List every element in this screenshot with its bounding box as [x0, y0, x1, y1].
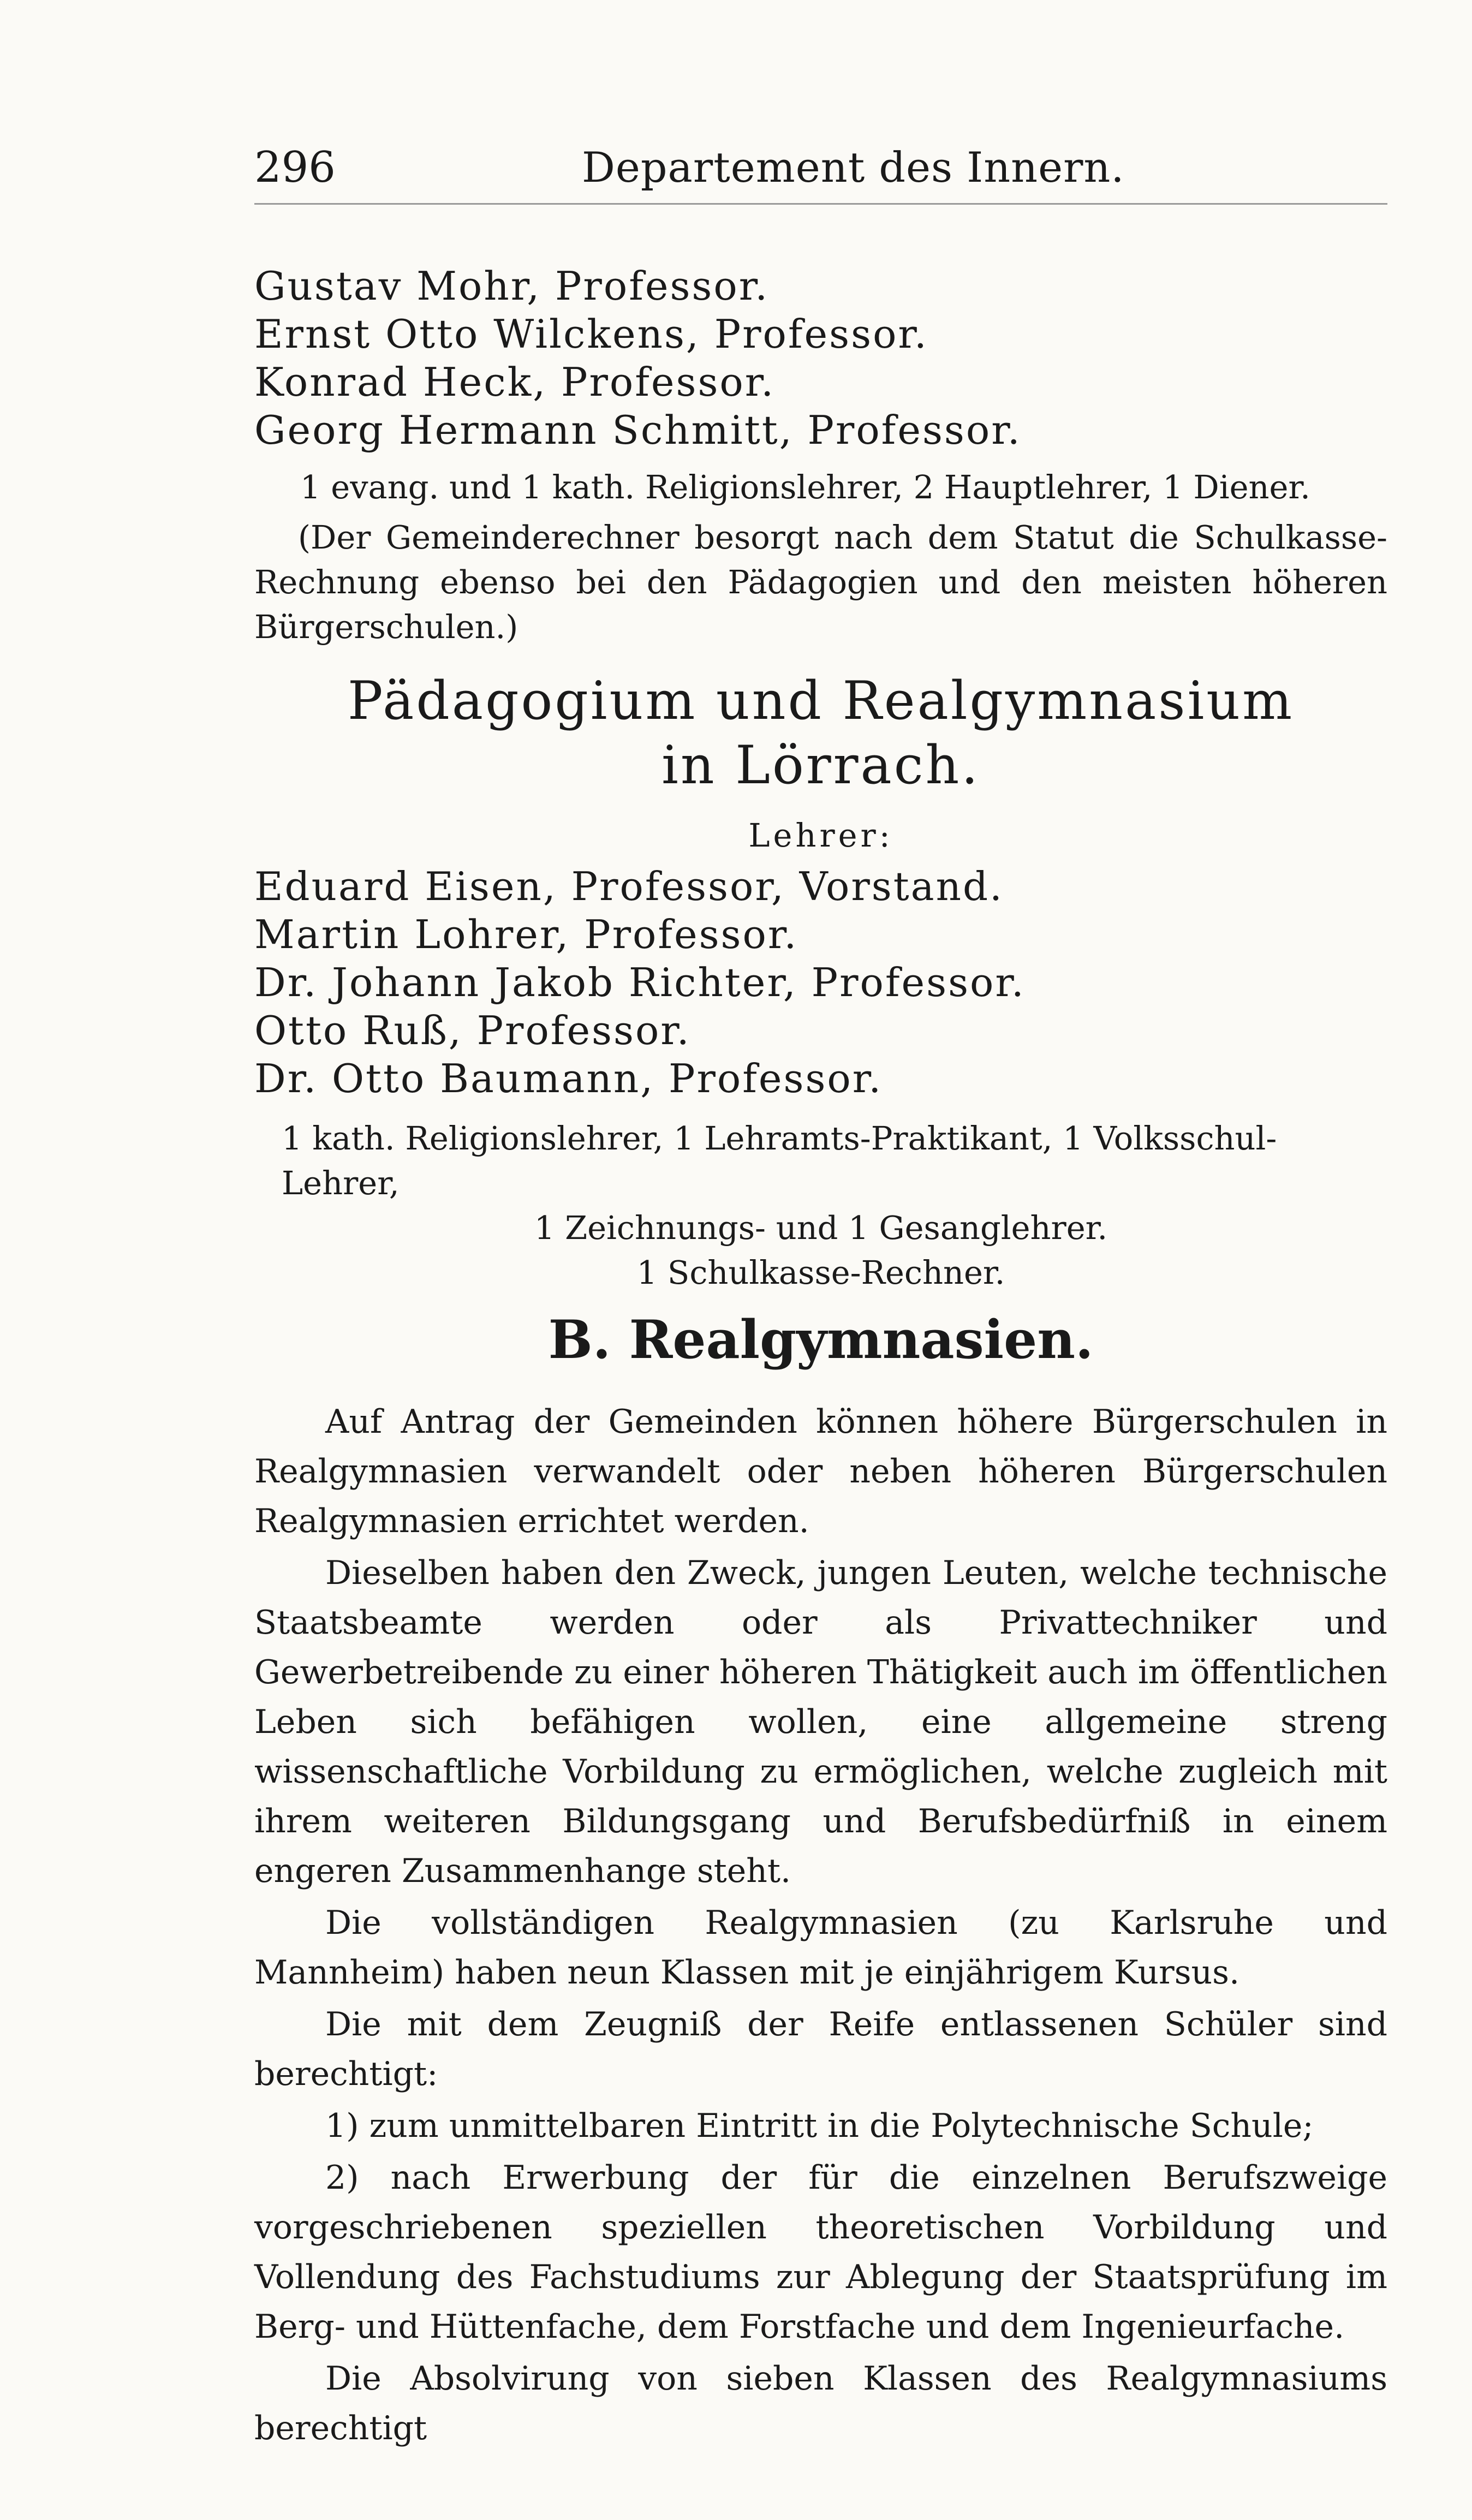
section-b-body	[254, 1397, 1387, 2453]
section-loerrach	[254, 669, 1387, 797]
body-paragraph: 1) zum unmittelbaren Eintritt in die Polytechnische Schule;	[325, 2107, 1314, 2145]
staff-list-top	[254, 262, 1387, 454]
extra-staff-line: 1 Schulkasse-Rechner.	[636, 1254, 1005, 1291]
note-paragraph: (Der Gemeinderechner besorgt nach dem Statut die Schulkasse-Rechnung ebenso bei den Pädagogien und den meisten höheren Bürgerschulen.)	[254, 519, 1387, 646]
running-title: Departement des Innern.	[582, 143, 1125, 192]
staff-entry: Gustav Mohr, Professor.	[254, 263, 770, 309]
teachers-label: Lehrer:	[748, 817, 893, 854]
extra-staff-line: 1 Zeichnungs- und 1 Gesanglehrer.	[534, 1209, 1108, 1247]
section-title-line1: Pädagogium und Realgymnasium	[347, 670, 1295, 731]
staff-entry: Otto Ruß, Professor.	[254, 1008, 691, 1053]
staff-entry: Dr. Otto Baumann, Professor.	[254, 1056, 883, 1101]
body-paragraph: Die Absolvirung von sieben Klassen des Realgymnasiums berechtigt	[254, 2360, 1387, 2447]
teachers-label-row	[254, 813, 1387, 858]
staff-list-loerrach	[254, 862, 1387, 1103]
page-header	[254, 143, 1387, 205]
body-paragraph: Auf Antrag der Gemeinden können höhere Bürgerschulen in Realgymnasien verwandelt oder neben höheren Bürgerschulen Realgymnasien errichtet werden.	[254, 1403, 1387, 1540]
staff-entry: Martin Lohrer, Professor.	[254, 912, 798, 957]
staff-entry: Konrad Heck, Professor.	[254, 359, 776, 405]
extra-staff-line: 1 kath. Religionslehrer, 1 Lehramts-Praktikant, 1 Volksschul-Lehrer,	[282, 1119, 1277, 1202]
staff-entry: Georg Hermann Schmitt, Professor.	[254, 407, 1022, 453]
section-b	[254, 1310, 1387, 1370]
section-title-line2: in Lörrach.	[661, 735, 980, 796]
staff-summary	[254, 465, 1387, 650]
page-number: 296	[254, 143, 336, 192]
extra-staff	[254, 1116, 1387, 1295]
staff-entry: Ernst Otto Wilckens, Professor.	[254, 311, 928, 357]
body-paragraph: Dieselben haben den Zweck, jungen Leuten, welche technische Staatsbeamte werden oder als Privattechniker und Gewerbetreibende zu einer höheren Thätigkeit auch im öffentlichen Leben sich befähigen wollen, eine allgemeine streng wissenschaftliche Vorbildung zu ermöglichen, welche zugleich mit ihrem weiteren Bildungsgang und Berufsbedürfniß in einem engeren Zusammenhange steht.	[254, 1554, 1387, 1890]
body-paragraph: Die vollständigen Realgymnasien (zu Karlsruhe und Mannheim) haben neun Klassen mit je einjährigem Kursus.	[254, 1904, 1387, 1992]
body-paragraph: 2) nach Erwerbung der für die einzelnen Berufszweige vorgeschriebenen speziellen theoretischen Vorbildung und Vollendung des Fachstudiums zur Ablegung der Staatsprüfung im Berg- und Hüttenfache, dem Forstfache und dem Ingenieurfache.	[254, 2159, 1387, 2346]
body-paragraph: Die mit dem Zeugniß der Reife entlassenen Schüler sind berechtigt:	[254, 2005, 1387, 2093]
staff-entry: Eduard Eisen, Professor, Vorstand.	[254, 863, 1004, 909]
section-b-heading: B. Realgymnasien.	[548, 1309, 1094, 1371]
staff-entry: Dr. Johann Jakob Richter, Professor.	[254, 960, 1026, 1005]
summary-line: 1 evang. und 1 kath. Religionslehrer, 2 Hauptlehrer, 1 Diener.	[300, 468, 1310, 506]
